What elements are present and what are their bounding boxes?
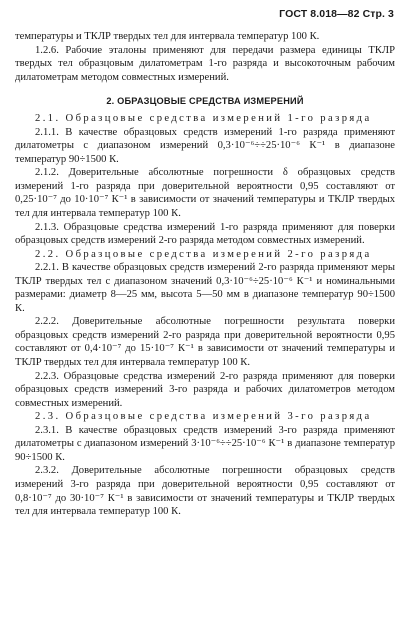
page-header: ГОСТ 8.018—82 Стр. 3 xyxy=(279,8,394,20)
paragraph-continuation: температуры и ТКЛР твердых тел для интервала температур 100 К. xyxy=(15,31,320,42)
section-title: 2. ОБРАЗЦОВЫЕ СРЕДСТВА ИЗМЕРЕНИЙ xyxy=(106,96,304,107)
subsection-2-3-title: 2.3. Образцовые средства измерений 3-го разряда xyxy=(35,411,372,423)
subsection-2-1-title: 2.1. Образцовые средства измерений 1-го разряда xyxy=(35,113,372,125)
page-body xyxy=(15,30,395,519)
paragraph-2-3-1: 2.3.1. В качестве образцовых средств измерений 3-го разряда применяют дилатометры с диапазоном измерений 3·10⁻⁶÷÷25·10⁻⁶ К⁻¹ в диапазоне температур 90÷1500 К. xyxy=(15,424,395,463)
paragraph-2-2-3: 2.2.3. Образцовые средства измерений 2-го разряда применяют для поверки образцовых средств измерений 3-го разряда и рабочих дилатометров методом совместных измерений. xyxy=(15,370,395,409)
paragraph-2-1-1: 2.1.1. В качестве образцовых средств измерений 1-го разряда применяют дилатометры с диапазоном измерений 0,3·10⁻⁶÷÷25·10⁻⁶ К⁻¹ в диапазоне температур 90÷1500 К. xyxy=(15,126,395,165)
paragraph-2-1-3: 2.1.3. Образцовые средства измерений 1-го разряда применяют для поверки образцовых средств измерений 2-го разряда методом совместных измерений. xyxy=(15,221,395,247)
paragraph-2-3-2: 2.3.2. Доверительные абсолютные погрешности образцовых средств измерений 3-го разряда при доверительной вероятности 0,95 составляют от 0,8·10⁻⁷ до 30·10⁻⁷ К⁻¹ в зависимости от значений температуры и ТКЛР твердых тел для интервала температур 100 К. xyxy=(15,465,395,518)
paragraph-2-2-2: 2.2.2. Доверительные абсолютные погрешности результата поверки образцовых средств измерений 2-го разряда при доверительной вероятности 0,95 составляют от 0,4·10⁻⁷ до 15·10⁻⁷ К⁻¹ в зависимости от значений температуры и ТКЛР твердых тел для интервала температур 100 К. xyxy=(15,316,395,369)
subsection-2-2-title: 2.2. Образцовые средства измерений 2-го разряда xyxy=(35,248,372,260)
paragraph-1-2-6: 1.2.6. Рабочие эталоны применяют для передачи размера единицы ТКЛР твердых тел образцовым дилатометрам 1-го разряда и высокоточным рабочим дилатометрам методом совместных измерений. xyxy=(15,44,395,83)
paragraph-2-1-2: 2.1.2. Доверительные абсолютные погрешности δ образцовых средств измерений 1-го разряда при доверительной вероятности 0,95 составляют от 0,25·10⁻⁷ до 10·10⁻⁷ К⁻¹ в зависимости от значений температуры и ТКЛР твердых тел для интервала температур 100 К. xyxy=(15,167,395,220)
paragraph-2-2-1: 2.2.1. В качестве образцовых средств измерений 2-го разряда применяют меры ТКЛР твердых тел с диапазоном значений 0,3·10⁻⁶÷25·10⁻⁶ К⁻¹ и номинальными размерами: диаметр 8—25 мм, высота 5—50 мм в диапазоне температур 90÷1500 К. xyxy=(15,262,395,314)
